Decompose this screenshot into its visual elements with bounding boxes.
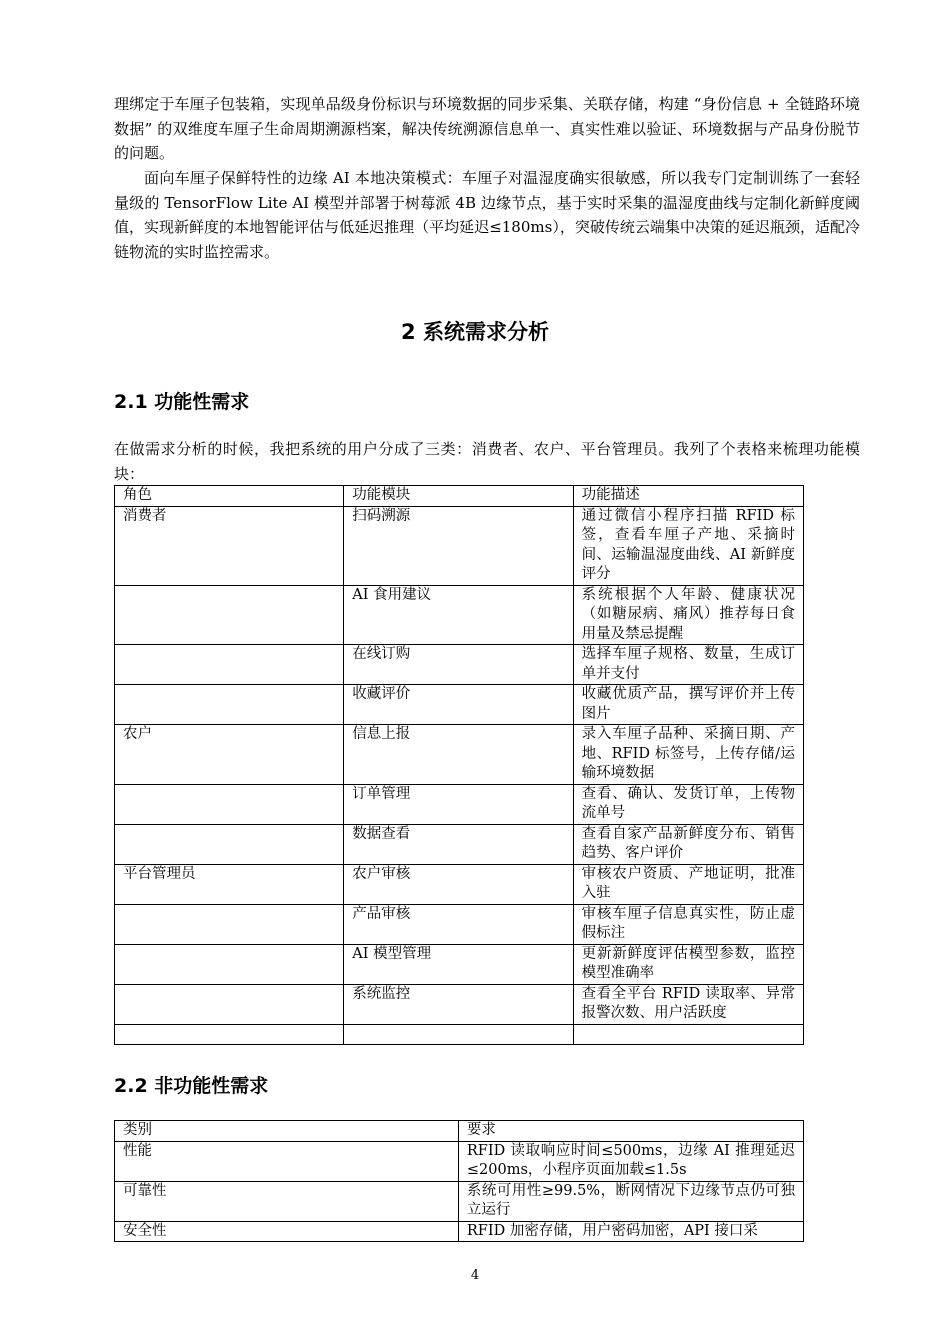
nonfunctional-requirements-table: [114, 1120, 804, 1242]
description-cell: 通过微信小程序扫描 RFID 标签，查看车厘子产地、采摘时间、运输温湿度曲线、AI 新鲜度评分: [573, 506, 803, 585]
description-cell: 审核车厘子信息真实性，防止虚假标注: [573, 904, 803, 944]
table-row: [115, 944, 804, 984]
module-cell: 农户审核: [344, 864, 573, 904]
role-cell: [115, 784, 344, 824]
role-cell: [115, 585, 344, 645]
description-cell: 审核农户资质、产地证明，批准入驻: [573, 864, 803, 904]
role-cell: [115, 1024, 344, 1045]
role-cell: [115, 984, 344, 1024]
subsection-title-functional: 2.1 功能性需求: [114, 391, 250, 413]
intro-paragraph-1: 理绑定于车厘子包装箱，实现单品级身份标识与环境数据的同步采集、关联存储，构建 “身份信息 + 全链路环境数据” 的双维度车厘子生命周期溯源档案，解决传统溯源信息单一、真实性难以验证、环境数据与产品身份脱节的问题。: [114, 95, 860, 162]
module-cell: 产品审核: [344, 904, 573, 944]
description-cell: 查看自家产品新鲜度分布、销售趋势、客户评价: [573, 824, 803, 864]
header-cell-module: 功能模块: [344, 486, 573, 507]
header-cell-requirement: 要求: [458, 1121, 803, 1142]
role-cell: [115, 645, 344, 685]
module-cell: 收藏评价: [344, 685, 573, 725]
table-row: [115, 904, 804, 944]
role-cell: 消费者: [115, 506, 344, 585]
description-cell: 选择车厘子规格、数量，生成订单并支付: [573, 645, 803, 685]
functional-requirements-table: [114, 485, 804, 1045]
table-row: [115, 585, 804, 645]
header-cell-category: 类别: [115, 1121, 459, 1142]
description-cell: 查看、确认、发货订单，上传物流单号: [573, 784, 803, 824]
module-cell: 扫码溯源: [344, 506, 573, 585]
description-cell: 系统根据个人年龄、健康状况（如糖尿病、痛风）推荐每日食用量及禁忌提醒: [573, 585, 803, 645]
table-row: [115, 725, 804, 785]
page-number: 4: [470, 1268, 480, 1283]
table-row: [115, 1221, 804, 1242]
table-row: [115, 1181, 804, 1221]
table-header-row: [115, 1121, 804, 1142]
requirement-cell: RFID 加密存储，用户密码加密，API 接口采: [458, 1221, 803, 1242]
role-cell: [115, 944, 344, 984]
module-cell: [344, 1024, 573, 1045]
module-cell: 数据查看: [344, 824, 573, 864]
intro-paragraph-2: 面向车厘子保鲜特性的边缘 AI 本地决策模式：车厘子对温湿度确实很敏感，所以我专门定制训练了一套轻量级的 TensorFlow Lite AI 模型并部署于树莓派 4B 边缘节点，基于实时采集的温湿度曲线与定制化新鲜度阈值，实现新鲜度的本地智能评估与低延迟推理（平均延迟≤180ms），突破传统云端集中决策的延迟瓶颈，适配冷链物流的实时监控需求。: [114, 169, 860, 261]
module-cell: 信息上报: [344, 725, 573, 785]
requirement-cell: 系统可用性≥99.5%，断网情况下边缘节点仍可独立运行: [458, 1181, 803, 1221]
description-cell: 录入车厘子品种、采摘日期、产地、RFID 标签号，上传存储/运输环境数据: [573, 725, 803, 785]
table-row: [115, 645, 804, 685]
description-cell: [573, 1024, 803, 1045]
module-cell: AI 食用建议: [344, 585, 573, 645]
table-row: [115, 824, 804, 864]
table-row: [115, 1024, 804, 1045]
table-row: [115, 685, 804, 725]
module-cell: 订单管理: [344, 784, 573, 824]
role-cell: [115, 904, 344, 944]
description-cell: 更新新鲜度评估模型参数，监控模型准确率: [573, 944, 803, 984]
requirement-cell: RFID 读取响应时间≤500ms，边缘 AI 推理延迟≤200ms，小程序页面加载≤1.5s: [458, 1141, 803, 1181]
table-header-row: [115, 486, 804, 507]
table-row: [115, 784, 804, 824]
subsection-title-nonfunctional: 2.2 非功能性需求: [114, 1075, 269, 1097]
role-cell: 平台管理员: [115, 864, 344, 904]
table-row: [115, 1141, 804, 1181]
header-cell-description: 功能描述: [573, 486, 803, 507]
functional-intro-paragraph: 在做需求分析的时候，我把系统的用户分成了三类：消费者、农户、平台管理员。我列了个表格来梳理功能模块：: [114, 440, 860, 483]
header-cell-role: 角色: [115, 486, 344, 507]
module-cell: 系统监控: [344, 984, 573, 1024]
role-cell: [115, 685, 344, 725]
category-cell: 性能: [115, 1141, 459, 1181]
table-row: [115, 506, 804, 585]
category-cell: 可靠性: [115, 1181, 459, 1221]
section-title: 2 系统需求分析: [401, 320, 549, 344]
table-row: [115, 984, 804, 1024]
description-cell: 查看全平台 RFID 读取率、异常报警次数、用户活跃度: [573, 984, 803, 1024]
category-cell: 安全性: [115, 1221, 459, 1242]
table-row: [115, 864, 804, 904]
role-cell: 农户: [115, 725, 344, 785]
module-cell: AI 模型管理: [344, 944, 573, 984]
module-cell: 在线订购: [344, 645, 573, 685]
description-cell: 收藏优质产品，撰写评价并上传图片: [573, 685, 803, 725]
role-cell: [115, 824, 344, 864]
